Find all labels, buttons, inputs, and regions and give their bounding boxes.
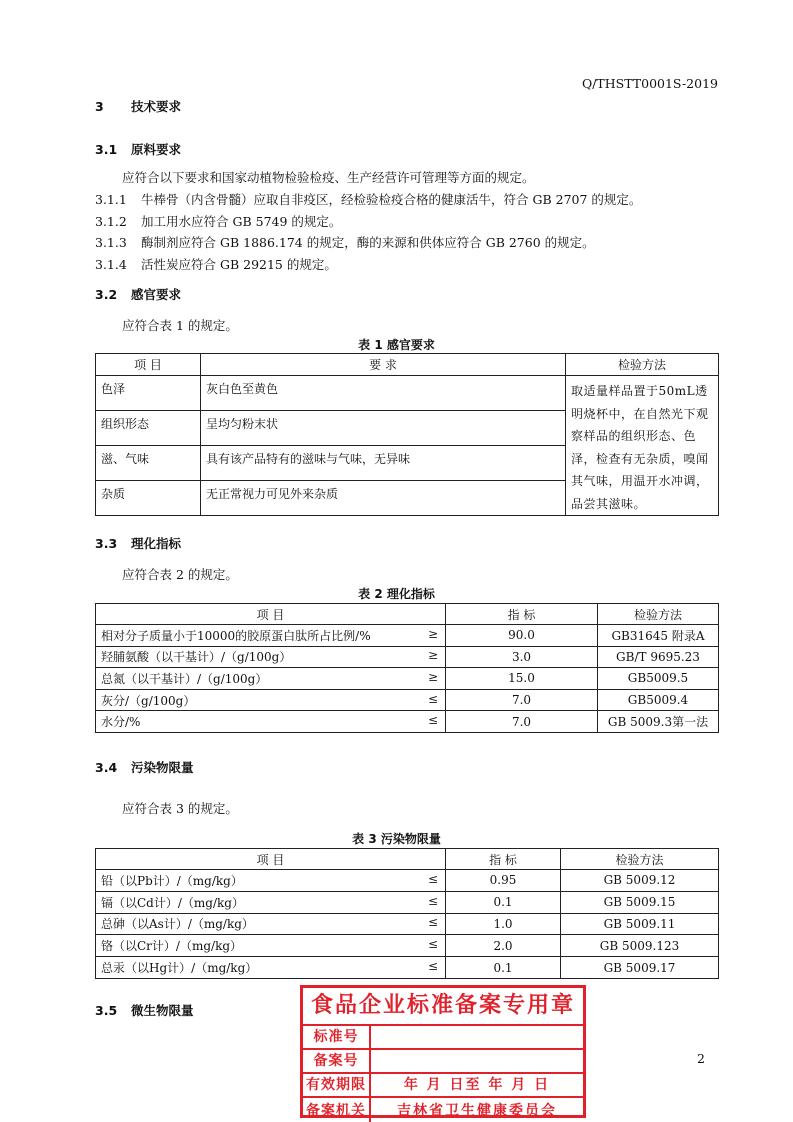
requirement-cell: 灰白色至黄色 [201, 376, 566, 411]
item-cell: 滋、气味 [96, 446, 201, 481]
header-cell: 项 目 [96, 604, 446, 625]
section-3-2-heading [95, 285, 181, 303]
item-name: 水分/% [101, 715, 141, 730]
table-row [96, 646, 719, 668]
table-1-caption: 表 1 感官要求 [358, 338, 435, 352]
method-cell: GB 5009.17 [561, 957, 719, 979]
value-cell: 7.0 [446, 689, 598, 711]
physicochemical-table [95, 603, 719, 733]
value-cell: 90.0 [446, 625, 598, 647]
method-cell: GB31645 附录A [598, 625, 719, 647]
comparison-operator: ≥ [427, 648, 438, 663]
page-number: 2 [697, 1051, 705, 1066]
stamp-value [371, 1050, 583, 1072]
header-cell: 检验方法 [566, 354, 719, 376]
value-cell: 2.0 [446, 935, 561, 957]
section-number: 3 [95, 99, 104, 114]
method-cell: GB/T 9695.23 [598, 646, 719, 668]
filing-stamp [300, 985, 586, 1118]
table-row [96, 935, 719, 957]
method-cell: GB5009.5 [598, 668, 719, 690]
item-text: 酶制剂应符合 GB 1886.174 的规定，酶的来源和供体应符合 GB 2760 的规定。 [141, 235, 595, 251]
section-number: 3.5 [95, 1003, 118, 1018]
section-number: 3.1 [95, 142, 118, 157]
stamp-value: 吉林省卫生健康委员会 [397, 1103, 557, 1119]
item-number: 3.1.2 [95, 213, 127, 229]
stamp-row [303, 1098, 583, 1122]
method-cell: GB 5009.15 [561, 891, 719, 913]
item-name: 总砷（以As计）/（mg/kg） [101, 917, 254, 932]
table-row [96, 913, 719, 935]
section-number: 3.2 [95, 287, 118, 302]
method-cell: GB 5009.12 [561, 870, 719, 892]
table-2-caption: 表 2 理化指标 [358, 587, 435, 601]
list-item [95, 255, 337, 273]
section-3-4-heading [95, 758, 194, 776]
comparison-operator: ≥ [427, 669, 438, 684]
header-cell: 要 求 [201, 354, 566, 376]
stamp-row [303, 1026, 583, 1050]
stamp-label: 备案号 [303, 1050, 371, 1072]
table-row [96, 689, 719, 711]
comparison-operator: ≥ [427, 626, 438, 641]
item-text: 牛棒骨（内含骨髓）应取自非疫区，经检验检疫合格的健康活牛，符合 GB 2707 的规定。 [141, 192, 642, 207]
item-cell: 杂质 [96, 481, 201, 516]
standard-code: Q/THSTT0001S-2019 [581, 76, 718, 91]
table-3-caption: 表 3 污染物限量 [352, 832, 441, 846]
table-row [96, 711, 719, 733]
comparison-operator: ≤ [427, 915, 438, 930]
table-header-row [96, 849, 719, 870]
comparison-operator: ≤ [427, 713, 438, 728]
item-name: 铅（以Pb计）/（mg/kg） [101, 873, 243, 888]
comparison-operator: ≤ [427, 871, 438, 886]
method-cell: GB 5009.3第一法 [598, 711, 719, 733]
table-row [96, 891, 719, 913]
list-item [95, 212, 341, 230]
table-header-row [96, 354, 719, 376]
item-cell [96, 957, 446, 979]
item-name: 羟脯氨酸（以干基计）/（g/100g） [101, 650, 292, 665]
item-cell: 组织形态 [96, 411, 201, 446]
section-3-1-heading [95, 140, 181, 158]
value-cell: 0.1 [446, 891, 561, 913]
requirement-cell: 呈均匀粉末状 [201, 411, 566, 446]
item-name: 总氮（以干基计）/（g/100g） [101, 671, 268, 686]
table-row [96, 870, 719, 892]
header-cell: 检验方法 [598, 604, 719, 625]
comparison-operator: ≤ [427, 937, 438, 952]
value-cell: 0.95 [446, 870, 561, 892]
item-name: 镉（以Cd计）/（mg/kg） [101, 895, 244, 910]
method-cell: GB 5009.11 [561, 913, 719, 935]
section-title: 感官要求 [131, 287, 182, 302]
header-cell: 指 标 [446, 604, 598, 625]
comparison-operator: ≤ [427, 893, 438, 908]
section-title: 原料要求 [131, 142, 182, 157]
item-name: 总汞（以Hg计）/（mg/kg） [101, 961, 258, 976]
item-cell [96, 891, 446, 913]
contaminant-table [95, 848, 719, 979]
comparison-operator: ≤ [427, 959, 438, 974]
list-item [95, 233, 595, 251]
header-cell: 项 目 [96, 849, 446, 870]
sensory-table [95, 353, 719, 516]
item-number: 3.1.1 [95, 192, 127, 207]
table-row [96, 625, 719, 647]
section-title: 微生物限量 [131, 1003, 194, 1018]
section-number: 3.4 [95, 760, 118, 775]
requirement-cell: 具有该产品特有的滋味与气味，无异味 [201, 446, 566, 481]
item-text: 加工用水应符合 GB 5749 的规定。 [141, 213, 342, 229]
item-cell [96, 711, 446, 733]
table-row [96, 376, 719, 411]
item-cell [96, 935, 446, 957]
item-cell [96, 668, 446, 690]
section-title: 污染物限量 [131, 760, 194, 775]
section-3-3-intro: 应符合表 2 的规定。 [122, 567, 238, 582]
stamp-label: 标准号 [303, 1026, 371, 1048]
method-cell: GB5009.4 [598, 689, 719, 711]
list-item [95, 190, 641, 208]
stamp-label: 备案机关 [303, 1098, 371, 1122]
section-3-5-heading [95, 1001, 194, 1019]
section-3-4-intro: 应符合表 3 的规定。 [122, 801, 238, 816]
item-cell [96, 870, 446, 892]
section-title: 理化指标 [131, 536, 182, 551]
section-3-heading [95, 97, 181, 115]
method-cell: 取适量样品置于50mL透明烧杯中，在自然光下观察样品的组织形态、色泽，检查有无杂质，嗅闻其气味，用温开水冲调，品尝其滋味。 [566, 376, 719, 516]
stamp-label: 有效期限 [303, 1074, 371, 1096]
item-number: 3.1.4 [95, 257, 127, 273]
header-cell: 项 目 [96, 354, 201, 376]
section-number: 3.3 [95, 536, 118, 551]
item-text: 活性炭应符合 GB 29215 的规定。 [141, 257, 337, 273]
item-cell [96, 646, 446, 668]
item-name: 铬（以Cr计）/（mg/kg） [101, 939, 243, 954]
header-cell: 检验方法 [561, 849, 719, 870]
comparison-operator: ≤ [427, 691, 438, 706]
section-3-1-intro: 应符合以下要求和国家动植物检验检疫、生产经营许可管理等方面的规定。 [122, 170, 535, 185]
stamp-row [303, 1050, 583, 1074]
value-cell: 1.0 [446, 913, 561, 935]
item-name: 相对分子质量小于10000的胶原蛋白肽所占比例/% [101, 628, 371, 643]
section-3-3-heading [95, 534, 181, 552]
requirement-cell: 无正常视力可见外来杂质 [201, 481, 566, 516]
item-cell [96, 625, 446, 647]
section-title: 技术要求 [131, 99, 182, 114]
item-number: 3.1.3 [95, 235, 127, 251]
item-name: 灰分/（g/100g） [101, 693, 196, 708]
stamp-value: 年 月 日至 年 月 日 [403, 1077, 551, 1093]
item-cell [96, 689, 446, 711]
section-3-2-intro: 应符合表 1 的规定。 [122, 318, 238, 333]
item-cell [96, 913, 446, 935]
table-row [96, 668, 719, 690]
table-header-row [96, 604, 719, 625]
value-cell: 3.0 [446, 646, 598, 668]
item-cell: 色泽 [96, 376, 201, 411]
method-cell: GB 5009.123 [561, 935, 719, 957]
stamp-value [371, 1026, 583, 1048]
stamp-row [303, 1074, 583, 1098]
value-cell: 15.0 [446, 668, 598, 690]
value-cell: 7.0 [446, 711, 598, 733]
value-cell: 0.1 [446, 957, 561, 979]
table-row [96, 957, 719, 979]
header-cell: 指 标 [446, 849, 561, 870]
stamp-title: 食品企业标准备案专用章 [303, 988, 583, 1026]
